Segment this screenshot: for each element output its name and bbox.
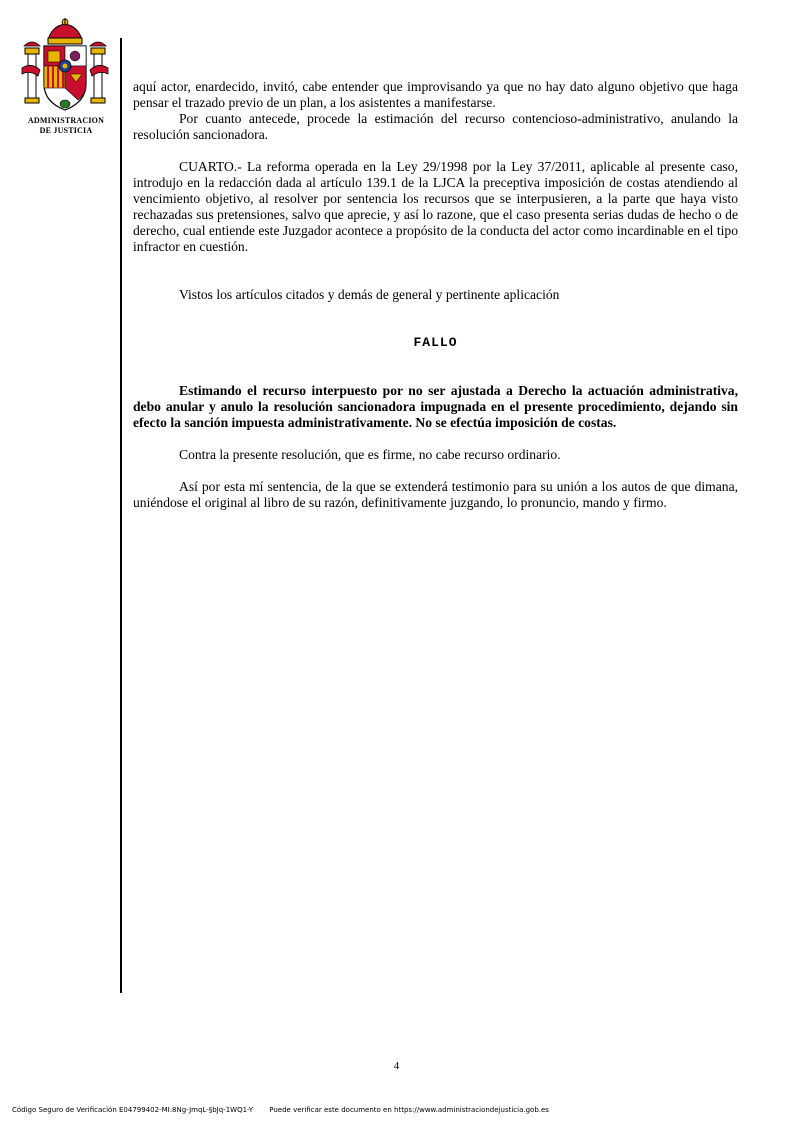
paragraph-vistos: Vistos los artículos citados y demás de general y pertinente aplicación [179, 287, 560, 302]
verification-code: Código Seguro de Verificación E04799402-MI:8Ng-JmqL-§bJq-1WQ1-Y [12, 1106, 254, 1114]
paragraph-recurso: Contra la presente resolución, que es firme, no cabe recurso ordinario. [179, 447, 561, 462]
page-number: 4 [393, 1060, 400, 1072]
caption-line-2: DE JUSTICIA [39, 126, 93, 135]
institution-caption [14, 116, 118, 136]
paragraph-cuarto: CUARTO.- La reforma operada en la Ley 29/1998 por la Ley 37/2011, aplicable al presente caso, introdujo en la redacción dada al artículo 139.1 de la LJCA la preceptiva imposición de costas atendiendo al vencimiento objetivo, al resolver por sentencia los recursos que se interpusieren, a la parte que haya visto rechazadas sus pretensiones, salvo que aprecie, y así lo razone, que el caso presenta serias dudas de hecho o de derecho, cual entiende este Juzgador acontece a propósito de la conducta del actor como incardinable en el tipo infractor en cuestión. [133, 159, 738, 254]
fallo-heading: FALLO [413, 335, 458, 350]
margin-rule [120, 38, 122, 993]
paragraph-2: Por cuanto antecede, procede la estimación del recurso contencioso-administrativo, anulando la resolución sancionadora. [133, 111, 738, 142]
verification-url: Puede verificar este documento en https://www.administraciondejusticia.gob.es [269, 1106, 549, 1114]
caption-line-1: ADMINISTRACION [27, 116, 105, 125]
paragraph-firma: Así por esta mí sentencia, de la que se extenderá testimonio para su unión a los autos de que dimana, uniéndose el original al libro de su razón, definitivamente juzgando, lo pronuncio, mando y firmo. [133, 479, 738, 510]
paragraph-1: aquí actor, enardecido, invitó, cabe entender que improvisando ya que no hay dato alguno objetivo que haga pensar el trazado previo de un plan, a los asistentes a manifestarse. [133, 79, 738, 110]
coat-of-arms-icon [18, 18, 112, 118]
document-body [133, 79, 738, 511]
paragraph-fallo: Estimando el recurso interpuesto por no ser ajustada a Derecho la actuación administrativa, debo anular y anulo la resolución sancionadora impugnada en el presente procedimiento, dejando sin efecto la sanción impuesta administrativamente. No se efectúa imposición de costas. [133, 383, 738, 430]
verification-footer [12, 1106, 787, 1114]
